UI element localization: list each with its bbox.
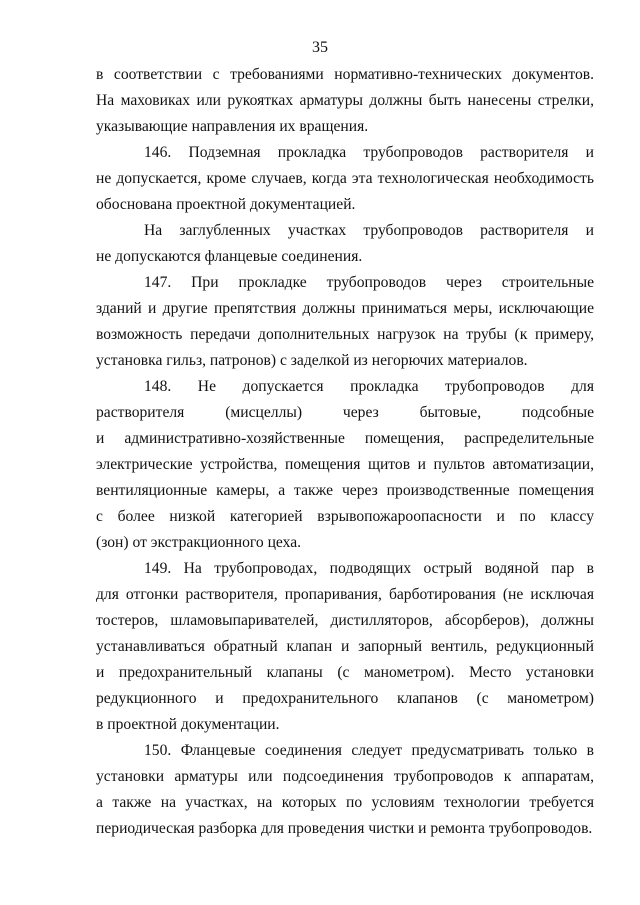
document-body: [96, 62, 594, 842]
paragraph-146: [96, 140, 594, 218]
text-line: установка гильз, патронов) с заделкой из негорючих материалов.: [96, 352, 528, 369]
text-line: указывающие направления их вращения.: [96, 118, 369, 135]
page-number: 35: [312, 39, 328, 56]
text-line: а также на участках, на которых по условиям технологии требуется: [96, 794, 594, 811]
text-line: не допускается, кроме случаев, когда эта технологическая необходимость: [96, 170, 594, 187]
text-line: На маховиках или рукоятках арматуры должны быть нанесены стрелки,: [96, 92, 594, 109]
text-line: (зон) от экстракционного цеха.: [96, 534, 302, 551]
text-line: На заглубленных участках трубопроводов растворителя и: [144, 222, 594, 239]
text-line: 149. На трубопроводах, подводящих острый водяной пар в: [144, 560, 594, 577]
paragraph-150: [96, 738, 594, 842]
paragraph-149: [96, 556, 594, 738]
text-line: обоснована проектной документацией.: [96, 196, 356, 213]
text-line: 148. Не допускается прокладка трубопроводов для: [144, 378, 594, 395]
text-line: зданий и другие препятствия должны приниматься меры, исключающие: [96, 300, 594, 317]
text-line: не допускаются фланцевые соединения.: [96, 248, 363, 265]
text-line: электрические устройства, помещения щитов и пультов автоматизации,: [96, 456, 594, 473]
text-line: 150. Фланцевые соединения следует предусматривать только в: [144, 742, 594, 759]
text-line: устанавливаться обратный клапан и запорный вентиль, редукционный: [96, 638, 594, 655]
text-line: периодическая разборка для проведения чистки и ремонта трубопроводов.: [96, 820, 593, 837]
text-line: установки арматуры или подсоединения трубопроводов к аппаратам,: [96, 768, 594, 785]
text-line: в соответствии с требованиями нормативно-технических документов.: [96, 66, 594, 83]
text-line: растворителя (мисцеллы) через бытовые, подсобные: [96, 404, 594, 421]
text-line: тостеров, шламовыпаривателей, дистилляторов, абсорберов), должны: [96, 612, 594, 629]
paragraph-147: [96, 270, 594, 374]
paragraph-continuation: [96, 62, 594, 140]
text-line: для отгонки растворителя, пропаривания, барботирования (не исключая: [96, 586, 594, 603]
text-line: и предохранительный клапаны (с манометром). Место установки: [96, 664, 594, 681]
text-line: и административно-хозяйственные помещения, распределительные: [96, 430, 594, 447]
text-line: редукционного и предохранительного клапанов (с манометром): [96, 690, 594, 707]
text-line: вентиляционные камеры, а также через производственные помещения: [96, 482, 594, 499]
paragraph-146-flanges: [96, 218, 594, 270]
text-line: в проектной документации.: [96, 716, 280, 733]
text-line: 146. Подземная прокладка трубопроводов растворителя и: [144, 144, 594, 161]
paragraph-148: [96, 374, 594, 556]
text-line: возможность передачи дополнительных нагрузок на трубы (к примеру,: [96, 326, 594, 343]
text-line: с более низкой категорией взрывопожароопасности и по классу: [96, 508, 594, 525]
text-line: 147. При прокладке трубопроводов через строительные: [144, 274, 594, 291]
